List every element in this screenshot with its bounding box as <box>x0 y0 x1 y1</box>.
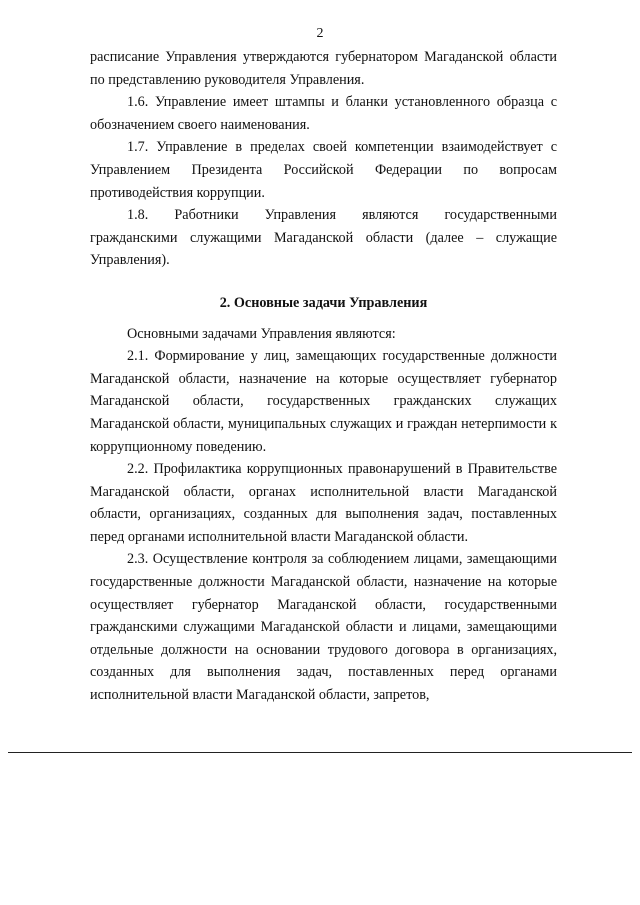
paragraph-2-1: 2.1. Формирование у лиц, замещающих государственные должности Магаданской области, назначение на которые осуществляет губернатор Магаданской области, государственных гражданских служащих Магаданской области, муниципальных служащих и граждан нетерпимости к коррупционному поведению. <box>90 348 557 455</box>
paragraph-intro: Основными задачами Управления являются: <box>127 325 396 342</box>
document-body <box>90 46 557 707</box>
paragraph-continuation: расписание Управления утверждаются губернатором Магаданской области по представлению руководителя Управления. <box>90 49 557 88</box>
footer-divider <box>8 752 632 753</box>
paragraph-1-6: 1.6. Управление имеет штампы и бланки установленного образца с обозначением своего наименования. <box>90 94 557 133</box>
paragraph-2-3: 2.3. Осуществление контроля за соблюдением лицами, замещающими государственные должности Магаданской области, назначение на которые осуществляет губернатор Магаданской области, государственными гражданскими служащими Магаданской области и лицами, замещающими отдельные должности на основании трудового договора в организациях, созданных для выполнения задач, поставленных перед органами исполнительной власти Магаданской области, запретов, <box>90 551 557 704</box>
paragraph-1-8: 1.8. Работники Управления являются государственными гражданскими служащими Магаданской области (далее – служащие Управления). <box>90 207 557 269</box>
page-number: 2 <box>316 26 324 41</box>
paragraph-1-7: 1.7. Управление в пределах своей компетенции взаимодействует с Управлением Президента Российской Федерации по вопросам противодействия коррупции. <box>90 139 557 201</box>
section-heading: 2. Основные задачи Управления <box>219 294 428 311</box>
paragraph-2-2: 2.2. Профилактика коррупционных правонарушений в Правительстве Магаданской области, органах исполнительной власти Магаданской области, организациях, созданных для выполнения задач, поставленных перед органами исполнительной власти Магаданской области. <box>90 461 557 545</box>
